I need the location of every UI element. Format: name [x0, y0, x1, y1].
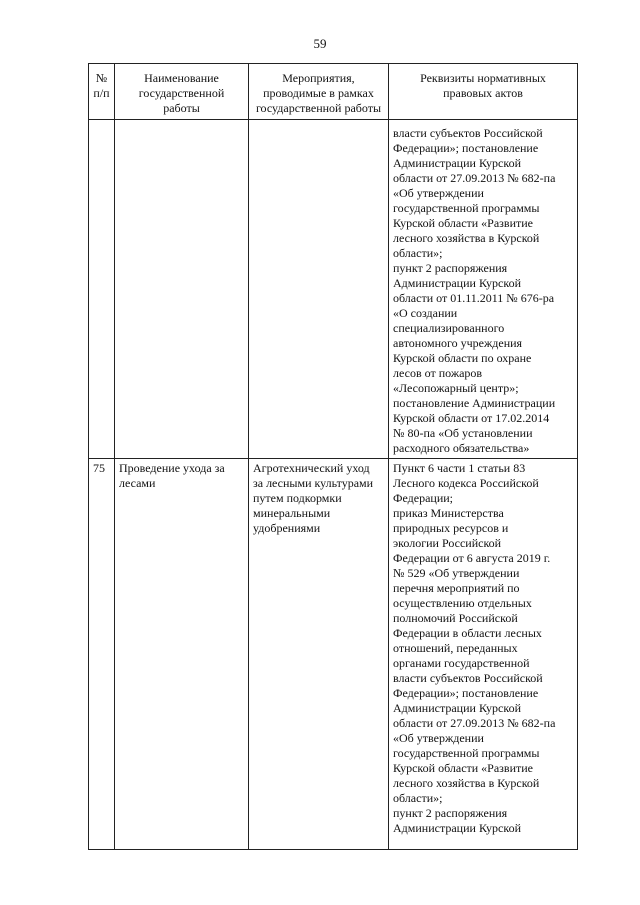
header-number: № п/п: [89, 64, 115, 120]
table-row: [89, 120, 578, 459]
cell-activities: Агротехнический уход за лесными культурами путем подкормки минеральными удобрениями: [249, 459, 389, 850]
cell-activities: [249, 120, 389, 459]
header-activities: Мероприятия, проводимые в рамках государственной работы: [249, 64, 389, 120]
cell-number: [89, 120, 115, 459]
page-number: 59: [313, 36, 327, 51]
cell-requisites: Пункт 6 части 1 статьи 83 Лесного кодекса Российской Федерации; приказ Министерства природных ресурсов и экологии Российской Федерации от 6 августа 2019 г. № 529 «Об утверждении перечня мероприятий по осуществлению отдельных полномочий Российской Федерации в области лесных отношений, переданных органами государственной власти субъектов Российской Федерации»; постановление Администрации Курской области от 27.09.2013 № 682-па «Об утверждении государственной программы Курской области «Развитие лесного хозяйства в Курской области»; пункт 2 распоряжения Администрации Курской: [389, 459, 578, 850]
cell-requisites: власти субъектов Российской Федерации»; постановление Администрации Курской области от 27.09.2013 № 682-па «Об утверждении государственной программы Курской области «Развитие лесного хозяйства в Курской области»; пункт 2 распоряжения Администрации Курской области от 01.11.2011 № 676-ра «О создании специализированного автономного учреждения Курской области по охране лесов от пожаров «Лесопожарный центр»; постановление Администрации Курской области от 17.02.2014 № 80-па «Об установлении расходного обязательства»: [389, 120, 578, 459]
cell-work-name: [115, 120, 249, 459]
header-work-name: Наименование государственной работы: [115, 64, 249, 120]
cell-number: 75: [89, 459, 115, 850]
legal-acts-table: [88, 63, 578, 850]
cell-work-name: Проведение ухода за лесами: [115, 459, 249, 850]
header-requisites: Реквизиты нормативных правовых актов: [389, 64, 578, 120]
table-row: [89, 459, 578, 850]
table-header-row: [89, 64, 578, 120]
